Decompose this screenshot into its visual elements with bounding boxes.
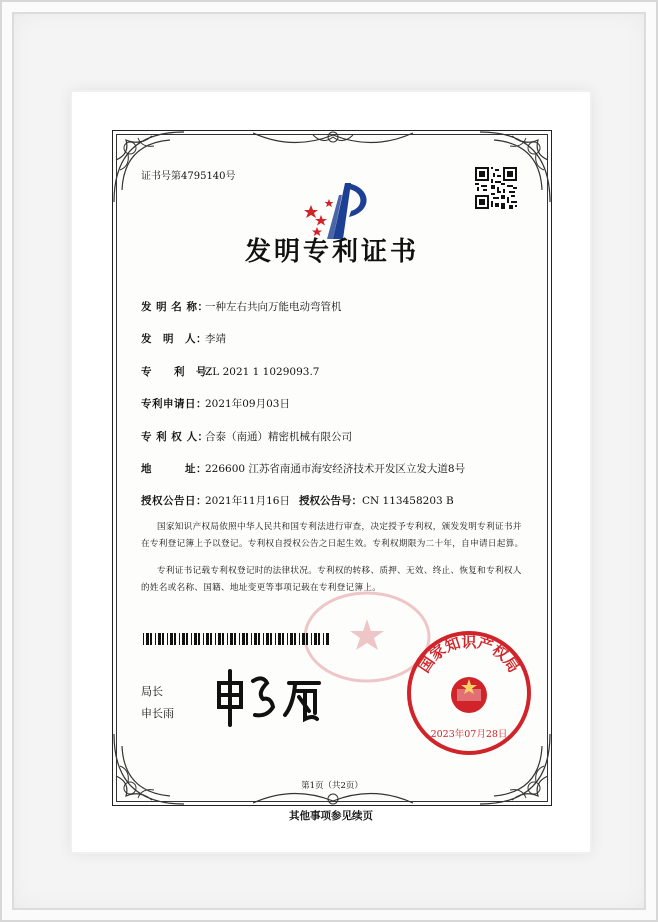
filing-date-label: 专利申请日： — [141, 398, 207, 410]
official-seal-icon — [405, 629, 533, 757]
qr-code-icon — [475, 167, 517, 209]
certificate-title: 发明专利证书 — [244, 237, 419, 267]
invention-name-label: 发 明 名 称： — [141, 301, 209, 313]
legal-status-paragraph: 专利证书记载专利权登记时的法律状况。专利权的转移、质押、无效、终止、恢复和专利权人的姓名或名称、国籍、地址变更等事项记载在专利登记簿上。 — [141, 566, 522, 593]
address-value: 226600 江苏省南通市海安经济技术开发区立发大道8号 — [205, 463, 466, 475]
address-row — [141, 461, 465, 476]
director-title: 局长 — [141, 685, 163, 698]
certificate-paper — [112, 130, 552, 806]
filing-date-row — [141, 396, 290, 411]
inventor-value: 李靖 — [205, 333, 226, 345]
seal-text: 国家知识产权局 — [414, 633, 524, 676]
svg-text:国家知识产权局 — [415, 633, 523, 676]
address-label: 地 址： — [141, 463, 207, 475]
corner-ornament — [112, 732, 186, 806]
patentee-row — [141, 429, 352, 444]
filing-date-value: 2021年09月03日 — [205, 398, 290, 410]
grant-statement-paragraph: 国家知识产权局依照中华人民共和国专利法进行审查，决定授予专利权，颁发发明专利证书并在专利登记簿上予以登记。专利权自授权公告之日起生效。专利权期限为二十年，自申请日起算。 — [141, 522, 524, 549]
top-ornament — [253, 129, 413, 153]
patentee-value: 合泰（南通）精密机械有限公司 — [205, 431, 352, 443]
seal-date: 2023年07月28日 — [430, 729, 508, 740]
invention-name-value: 一种左右共向万能电动弯管机 — [205, 301, 342, 313]
page-number: 第1页（共2页） — [301, 781, 363, 791]
grant-number-value: CN 113458203 B — [362, 495, 454, 507]
inventor-label: 发 明 人： — [141, 333, 207, 345]
patent-number-row — [141, 364, 319, 379]
grant-number-row — [299, 493, 454, 508]
patent-number-value: ZL 2021 1 1029093.7 — [205, 366, 320, 378]
certificate-number: 证书号第4795140号 — [141, 171, 236, 182]
grant-date-row — [141, 493, 290, 508]
inventor-row — [141, 331, 226, 346]
barcode-icon — [143, 633, 329, 645]
footer-note: 其他事项参见续页 — [289, 810, 373, 822]
grant-date-value: 2021年11月16日 — [205, 495, 290, 507]
director-name: 申长雨 — [141, 707, 174, 720]
grant-number-label: 授权公告号： — [299, 495, 362, 507]
patentee-label: 专 利 权 人： — [141, 431, 209, 443]
director-signature — [211, 661, 351, 731]
invention-name-row — [141, 299, 342, 314]
patent-number-label: 专 利 号： — [141, 366, 218, 378]
grant-date-label: 授权公告日： — [141, 495, 207, 507]
